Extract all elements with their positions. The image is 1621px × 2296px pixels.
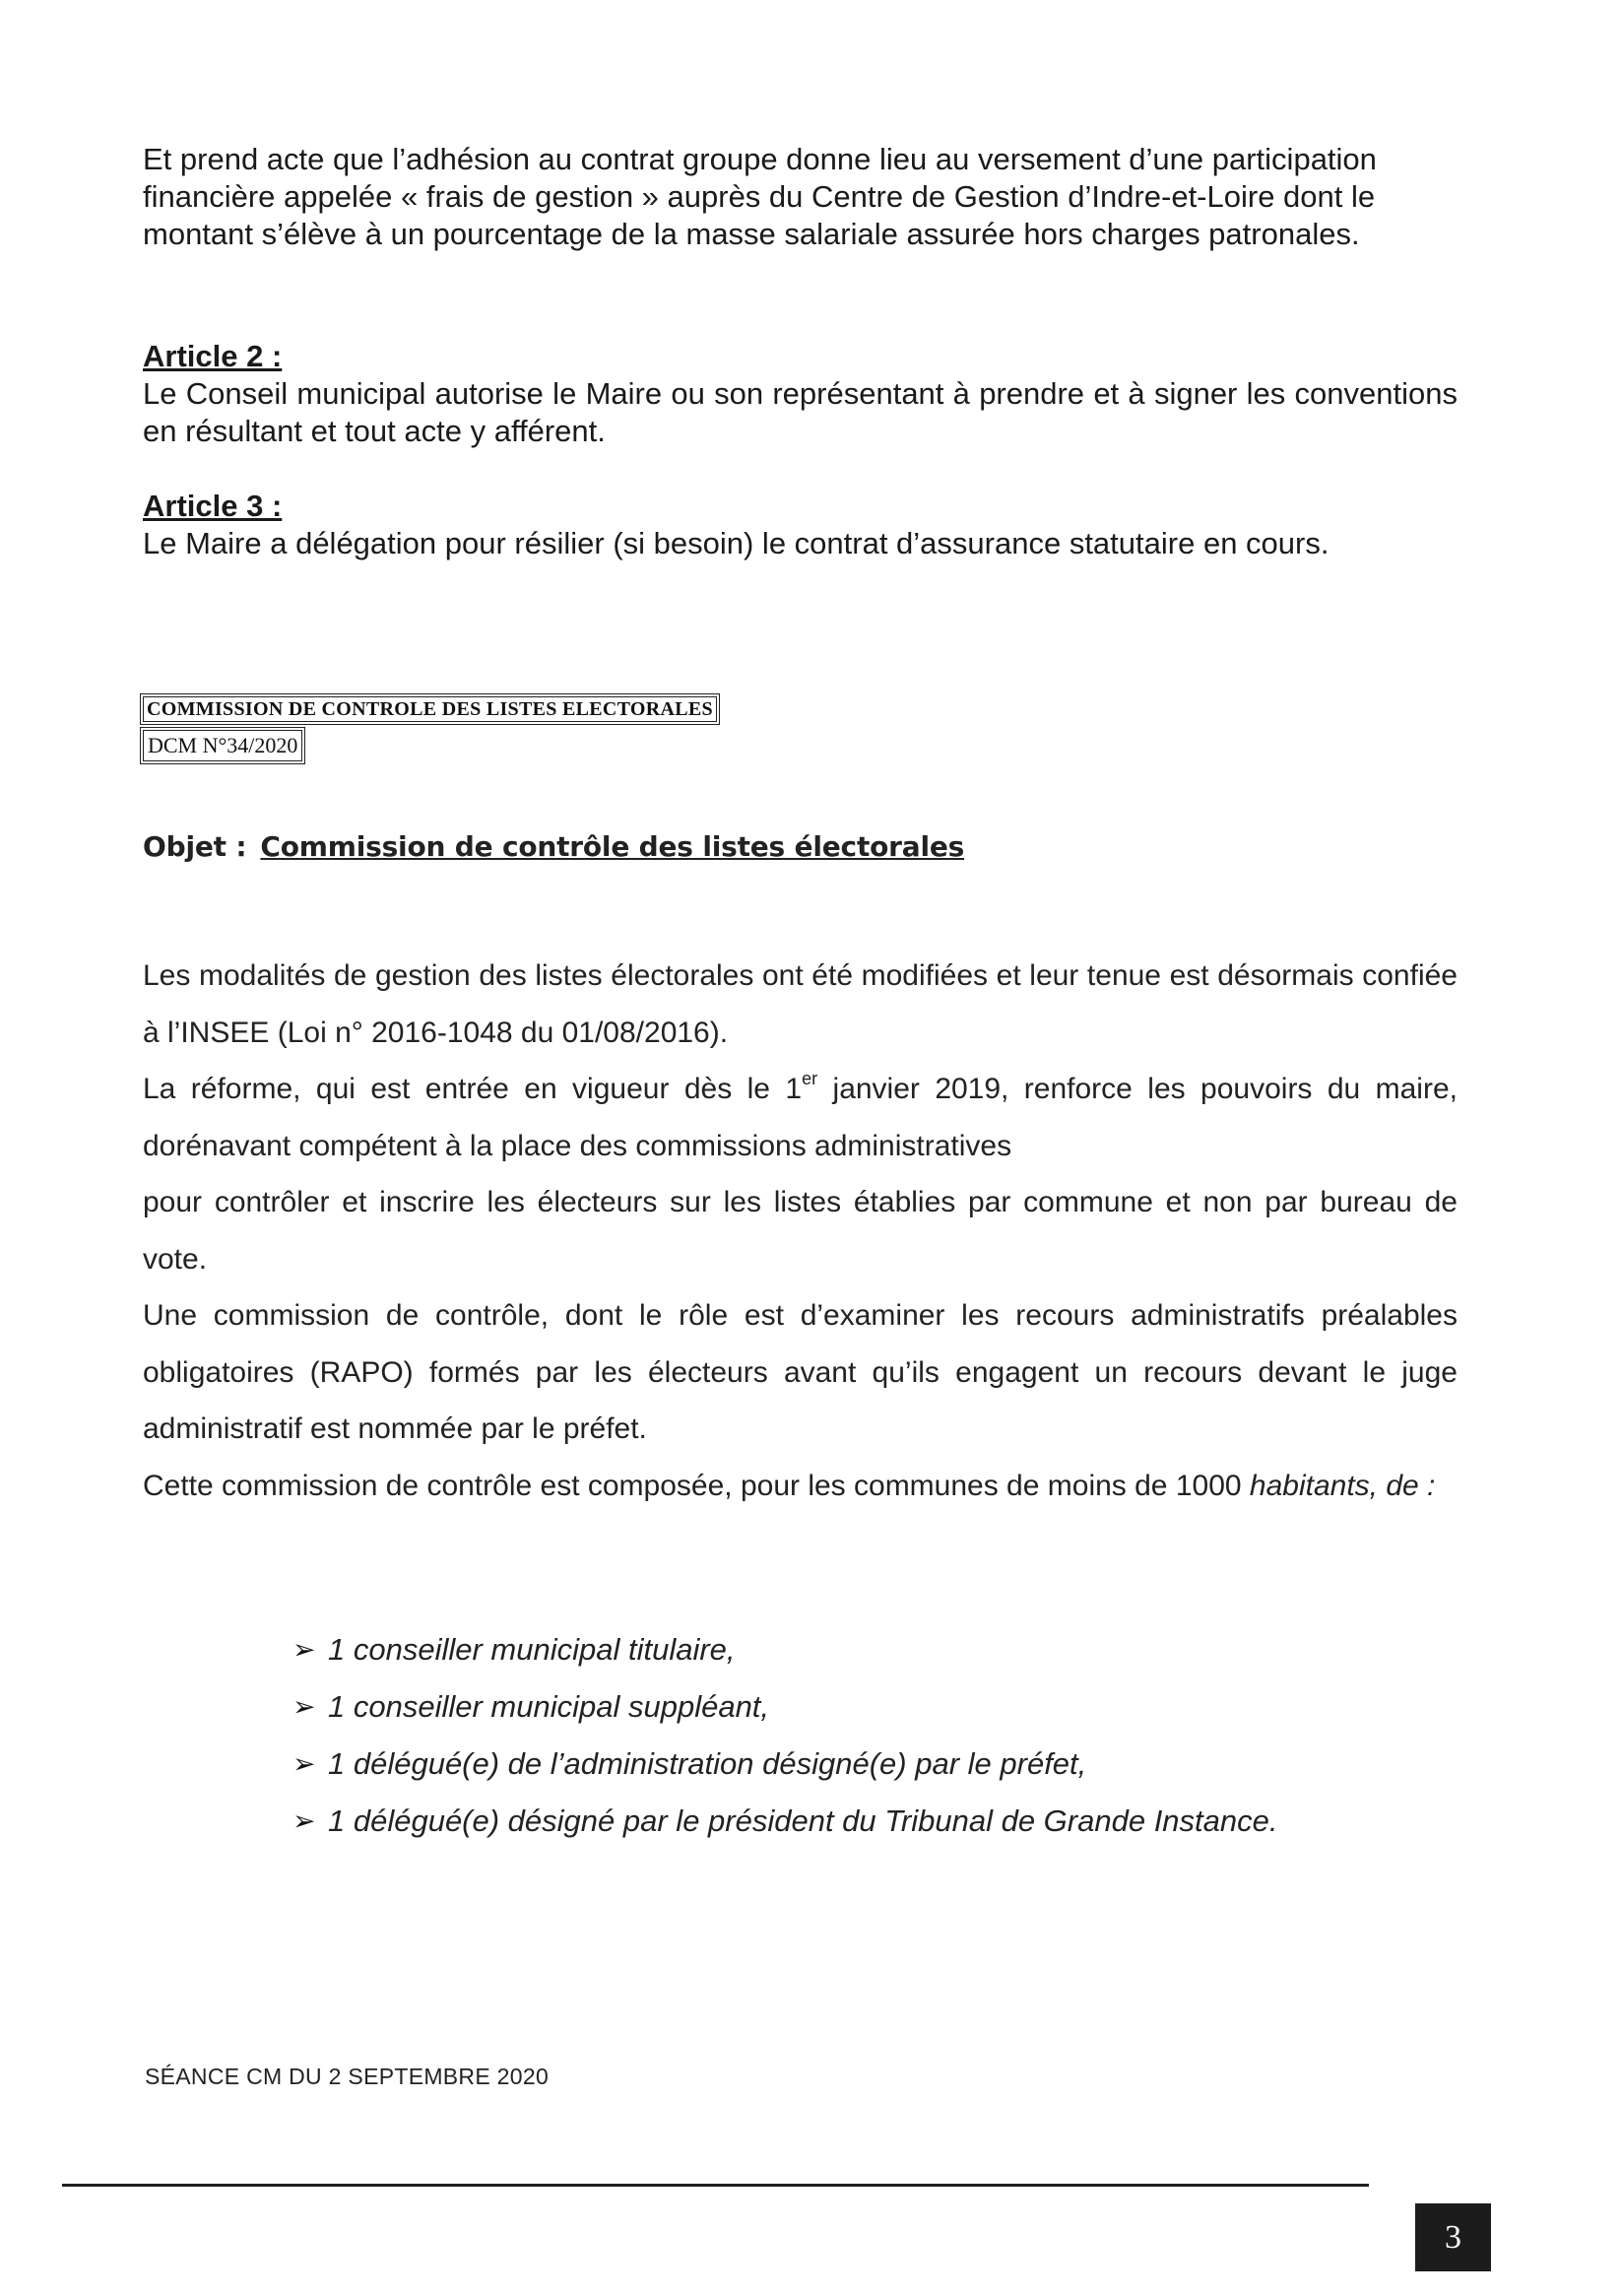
body-paragraph-5-start: Cette commission de contrôle est composée, pour les communes de moins de 1000 bbox=[143, 1469, 1250, 1502]
footer-seance-date: SÉANCE CM DU 2 SEPTEMBRE 2020 bbox=[145, 2064, 550, 2089]
page-number: 3 bbox=[1415, 2203, 1491, 2271]
objet-label: Objet : bbox=[143, 830, 247, 863]
body-paragraph-2 bbox=[143, 1061, 1458, 1174]
body-paragraph-2-end: janvier 2019, renforce les pouvoirs du maire, dorénavant compétent à la place des commissions administratives bbox=[143, 1073, 1458, 1162]
composition-list bbox=[292, 1621, 1278, 1850]
body-paragraph-1: Les modalités de gestion des listes électorales ont été modifiées et leur tenue est désormais confiée à l’INSEE (Loi n° 2016-1048 du 01/08/2016). bbox=[143, 959, 1458, 1049]
list-item-text: 1 délégué(e) désigné par le président du Tribunal de Grande Instance. bbox=[328, 1804, 1278, 1838]
list-item bbox=[292, 1736, 1278, 1793]
arrow-bullet-icon: ➢ bbox=[292, 1691, 316, 1722]
article-3-body: Le Maire a délégation pour résilier (si besoin) le contrat d’assurance statutaire en cours. bbox=[143, 526, 1329, 560]
article-2-body: Le Conseil municipal autorise le Maire ou son représentant à prendre et à signer les conventions en résultant et tout acte y afférent. bbox=[143, 376, 1458, 448]
commission-heading-tag: COMMISSION DE CONTROLE DES LISTES ELECTORALES bbox=[143, 696, 717, 722]
ordinal-superscript: er bbox=[802, 1069, 818, 1088]
dcm-number-tag: DCM N°34/2020 bbox=[143, 730, 302, 761]
article-3-title: Article 3 : bbox=[143, 489, 283, 523]
intro-paragraph: Et prend acte que l’adhésion au contrat groupe donne lieu au versement d’une participation financière appelée « frais de gestion » auprès du Centre de Gestion d’Indre-et-Loire dont le montant s’élève à un pourcentage de la masse salariale assurée hors charges patronales. bbox=[143, 142, 1377, 251]
list-item bbox=[292, 1793, 1278, 1850]
list-item bbox=[292, 1678, 1278, 1736]
body-paragraph-5 bbox=[143, 1458, 1458, 1515]
list-item bbox=[292, 1621, 1278, 1678]
arrow-bullet-icon: ➢ bbox=[292, 1805, 316, 1836]
article-2-title: Article 2 : bbox=[143, 339, 283, 373]
footer-divider bbox=[62, 2184, 1369, 2187]
objet-text: Commission de contrôle des listes électorales bbox=[260, 830, 965, 863]
arrow-bullet-icon: ➢ bbox=[292, 1748, 316, 1779]
body-paragraph-3: pour contrôler et inscrire les électeurs sur les listes établies par commune et non par bureau de vote. bbox=[143, 1186, 1458, 1276]
main-body bbox=[143, 948, 1458, 1514]
body-paragraph-2-start: La réforme, qui est entrée en vigueur dès le 1 bbox=[143, 1073, 803, 1105]
article-3 bbox=[143, 488, 1458, 562]
objet-line bbox=[143, 829, 964, 865]
body-paragraph-5-italic: habitants, de : bbox=[1249, 1469, 1436, 1502]
list-item-text: 1 délégué(e) de l’administration désigné(e) par le préfet, bbox=[328, 1746, 1087, 1781]
list-item-text: 1 conseiller municipal titulaire, bbox=[328, 1632, 736, 1667]
body-paragraph-4: Une commission de contrôle, dont le rôle est d’examiner les recours administratifs préalables obligatoires (RAPO) formés par les électeurs avant qu’ils engagent un recours devant le juge administratif est nommée par le préfet. bbox=[143, 1299, 1458, 1445]
arrow-bullet-icon: ➢ bbox=[292, 1634, 316, 1665]
list-item-text: 1 conseiller municipal suppléant, bbox=[328, 1689, 770, 1724]
article-2 bbox=[143, 338, 1458, 450]
